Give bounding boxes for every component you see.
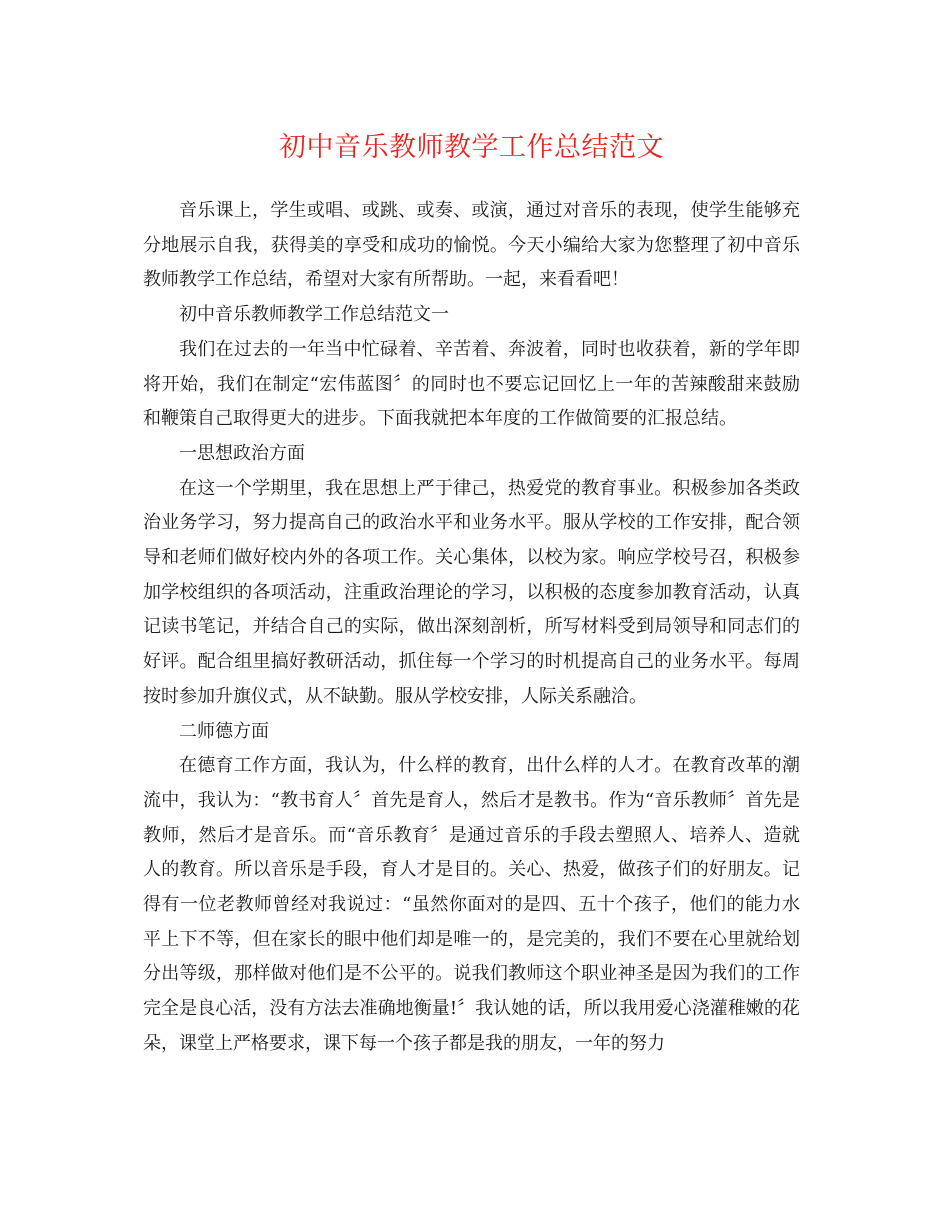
section-heading-politics: 一思想政治方面 xyxy=(179,442,305,464)
politics-paragraph: 在这一个学期里，我在思想上严于律己，热爱党的教育事业。积极参加各类政治业务学习，努力提高自己的政治水平和业务水平。服从学校的工作安排，配合领导和老师们做好校内外的各项工作。关心集体，以校为家。响应学校号召，积极参加学校组织的各项活动，注重政治理论的学习，以积极的态度参加教育活动，认真记读书笔记，并结合自己的实际，做出深刻剖析，所写材料受到局领导和同志们的好评。配合组里搞好教研活动，抓住每一个学习的时机提高自己的业务水平。每周按时参加升旗仪式，从不缺勤。服从学校安排，人际关系融洽。 xyxy=(143,477,800,707)
intro-paragraph: 音乐课上，学生或唱、或跳、或奏、或演，通过对音乐的表现，使学生能够充分地展示自我，获得美的享受和成功的愉悦。今天小编给大家为您整理了初中音乐教师教学工作总结，希望对大家有所帮助。一起，来看看吧！ xyxy=(143,200,800,291)
section-heading-sample-one: 初中音乐教师教学工作总结范文一 xyxy=(179,304,449,326)
ethics-paragraph: 在德育工作方面，我认为，什么样的教育，出什么样的人才。在教育改革的潮流中，我认为：“教书育人〞首先是育人，然后才是教书。作为“音乐教师〞首先是教师，然后才是音乐。而“音乐教育〞是通过音乐的手段去塑照人、培养人、造就人的教育。所以音乐是手段，育人才是目的。关心、热爱，做孩子们的好朋友。记得有一位老教师曾经对我说过：“虽然你面对的是四、五十个孩子，他们的能力水平上下不等，但在家长的眼中他们却是唯一的，是完美的，我们不要在心里就给划分出等级，那样做对他们是不公平的。说我们教师这个职业神圣是因为我们的工作完全是良心活，没有方法去准确地衡量!〞我认她的话，所以我用爱心浇灌稚嫩的花朵，课堂上严格要求，课下每一个孩子都是我的朋友，一年的努力 xyxy=(143,755,800,1054)
overview-paragraph: 我们在过去的一年当中忙碌着、辛苦着、奔波着，同时也收获着，新的学年即将开始，我们在制定“宏伟蓝图〞的同时也不要忘记回忆上一年的苦辣酸甜来鼓励和鞭策自己取得更大的进步。下面我就把本年度的工作做简要的汇报总结。 xyxy=(143,338,800,430)
document-title: 初中音乐教师教学工作总结范文 xyxy=(279,132,664,163)
section-heading-ethics: 二师德方面 xyxy=(179,720,269,742)
